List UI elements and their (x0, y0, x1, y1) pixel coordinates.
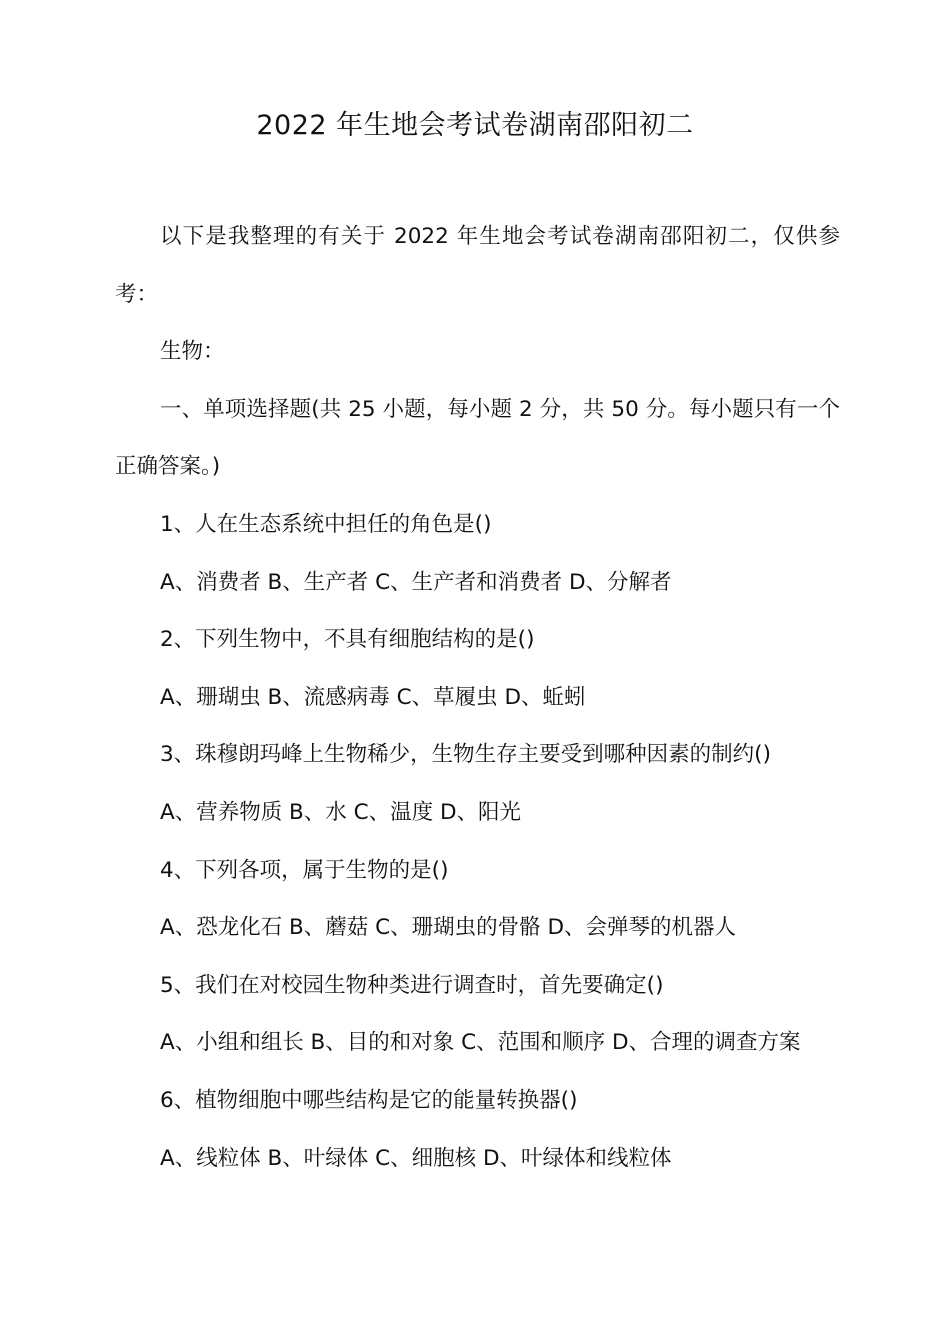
section-heading: 一、单项选择题(共 25 小题，每小题 2 分，共 50 分。每小题只有一个正确答案。) (115, 396, 840, 480)
question-options: A、消费者 B、生产者 C、生产者和消费者 D、分解者 (160, 569, 672, 595)
question-options: A、小组和组长 B、目的和对象 C、范围和顺序 D、合理的调查方案 (160, 1030, 801, 1056)
intro-paragraph: 以下是我整理的有关于 2022 年生地会考试卷湖南邵阳初二，仅供参考： (115, 224, 840, 307)
question-options: A、恐龙化石 B、蘑菇 C、珊瑚虫的骨骼 D、会弹琴的机器人 (160, 915, 737, 941)
subject-heading: 生物： (160, 339, 225, 365)
question-options: A、线粒体 B、叶绿体 C、细胞核 D、叶绿体和线粒体 (160, 1145, 672, 1171)
question-stem: 2、下列生物中，不具有细胞结构的是() (160, 627, 535, 653)
question-stem: 5、我们在对校园生物种类进行调查时，首先要确定() (160, 972, 664, 998)
question-options: A、珊瑚虫 B、流感病毒 C、草履虫 D、蚯蚓 (160, 684, 586, 710)
document-title: 2022 年生地会考试卷湖南邵阳初二 (256, 110, 694, 141)
question-options: A、营养物质 B、水 C、温度 D、阳光 (160, 799, 522, 825)
document-body (115, 208, 840, 1187)
question-stem: 6、植物细胞中哪些结构是它的能量转换器() (160, 1087, 578, 1113)
question-stem: 4、下列各项，属于生物的是() (160, 857, 449, 883)
question-stem: 3、珠穆朗玛峰上生物稀少，生物生存主要受到哪种因素的制约() (160, 742, 771, 768)
question-stem: 1、人在生态系统中担任的角色是() (160, 511, 492, 537)
